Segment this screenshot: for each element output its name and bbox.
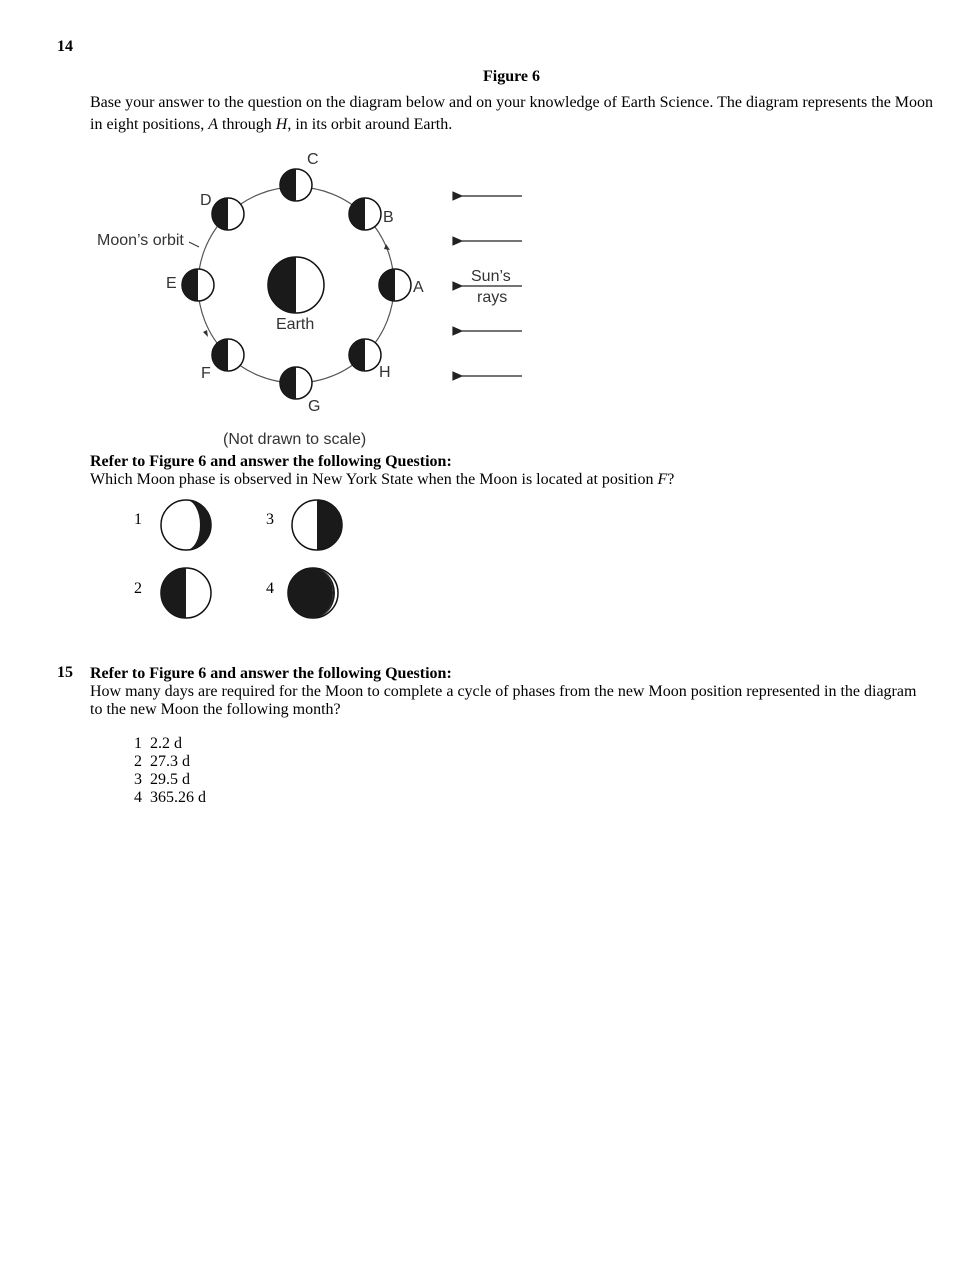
orbit-arrow-icon [203, 330, 208, 337]
q15-answer-2[interactable] [134, 753, 206, 771]
moon-position-d [212, 198, 244, 230]
moons-orbit-label: Moon’s orbit [97, 232, 184, 249]
moon-position-a [379, 269, 411, 301]
answer-text: 365.26 d [150, 789, 206, 806]
moon-position-e [182, 269, 214, 301]
moon-position-b [349, 198, 381, 230]
choice-3-last-quarter-icon[interactable] [289, 497, 349, 557]
q15-question: How many days are required for the Moon to complete a cycle of phases from the new Moon position represented in the diagram to the new Moon the following month? [90, 683, 917, 718]
answer-number: 1 [134, 735, 142, 752]
label-a: A [413, 279, 424, 296]
q15-refer: Refer to Figure 6 and answer the following Question: [90, 665, 452, 682]
choice-1-waning-crescent-icon[interactable] [158, 497, 218, 557]
label-f: F [201, 365, 211, 382]
suns-label: Sun’s [471, 268, 511, 285]
orbit-leader-line [189, 242, 199, 247]
intro-text-1: Base your answer to the question on the diagram below and on your knowledge of Earth Science. The diagram represents the Moon in eight positions, [90, 94, 934, 133]
moon-position-h [349, 339, 381, 371]
answer-text: 29.5 d [150, 771, 190, 788]
earth-icon [268, 257, 324, 313]
q14-question [90, 471, 674, 489]
answer-number: 3 [134, 771, 142, 788]
moon-position-g [280, 367, 312, 399]
moon-orbit-diagram [0, 0, 979, 460]
intro-position-a: A [208, 116, 219, 133]
label-e: E [166, 275, 177, 292]
choice-4-number: 4 [266, 580, 274, 597]
answer-text: 27.3 d [150, 753, 190, 770]
choice-3-number: 3 [266, 511, 274, 528]
q14-refer: Refer to Figure 6 and answer the following Question: [90, 453, 452, 470]
q14-question-position-f: F [657, 471, 668, 488]
rays-label: rays [477, 289, 508, 306]
choice-1-number: 1 [134, 511, 142, 528]
moon-position-c [280, 169, 312, 201]
q15-answer-1[interactable] [134, 735, 206, 753]
label-h: H [379, 364, 391, 381]
question-number-14: 14 [57, 38, 73, 55]
answer-number: 4 [134, 789, 142, 806]
label-b: B [383, 209, 394, 226]
intro-position-h: H [275, 116, 288, 133]
q15-answer-4[interactable] [134, 789, 206, 807]
question-number-15: 15 [57, 664, 73, 681]
earth-label: Earth [276, 316, 315, 333]
figure-title: Figure 6 [483, 68, 541, 85]
q15-answer-list [134, 735, 206, 807]
answer-text: 2.2 d [150, 735, 182, 752]
not-to-scale-label: (Not drawn to scale) [223, 431, 367, 448]
q14-question-text-2: ? [667, 471, 675, 488]
q15-answer-3[interactable] [134, 771, 206, 789]
q14-question-text-1: Which Moon phase is observed in New York State when the Moon is located at position [90, 471, 658, 488]
label-c: C [307, 151, 319, 168]
label-d: D [200, 192, 212, 209]
choice-2-first-quarter-icon[interactable] [158, 565, 218, 625]
intro-text-3: , in its orbit around Earth. [287, 116, 453, 133]
answer-number: 2 [134, 753, 142, 770]
choice-2-number: 2 [134, 580, 142, 597]
intro-text-2: through [218, 116, 276, 133]
moon-position-f [212, 339, 244, 371]
label-g: G [308, 398, 321, 415]
choice-4-waxing-crescent-icon[interactable] [285, 565, 345, 625]
